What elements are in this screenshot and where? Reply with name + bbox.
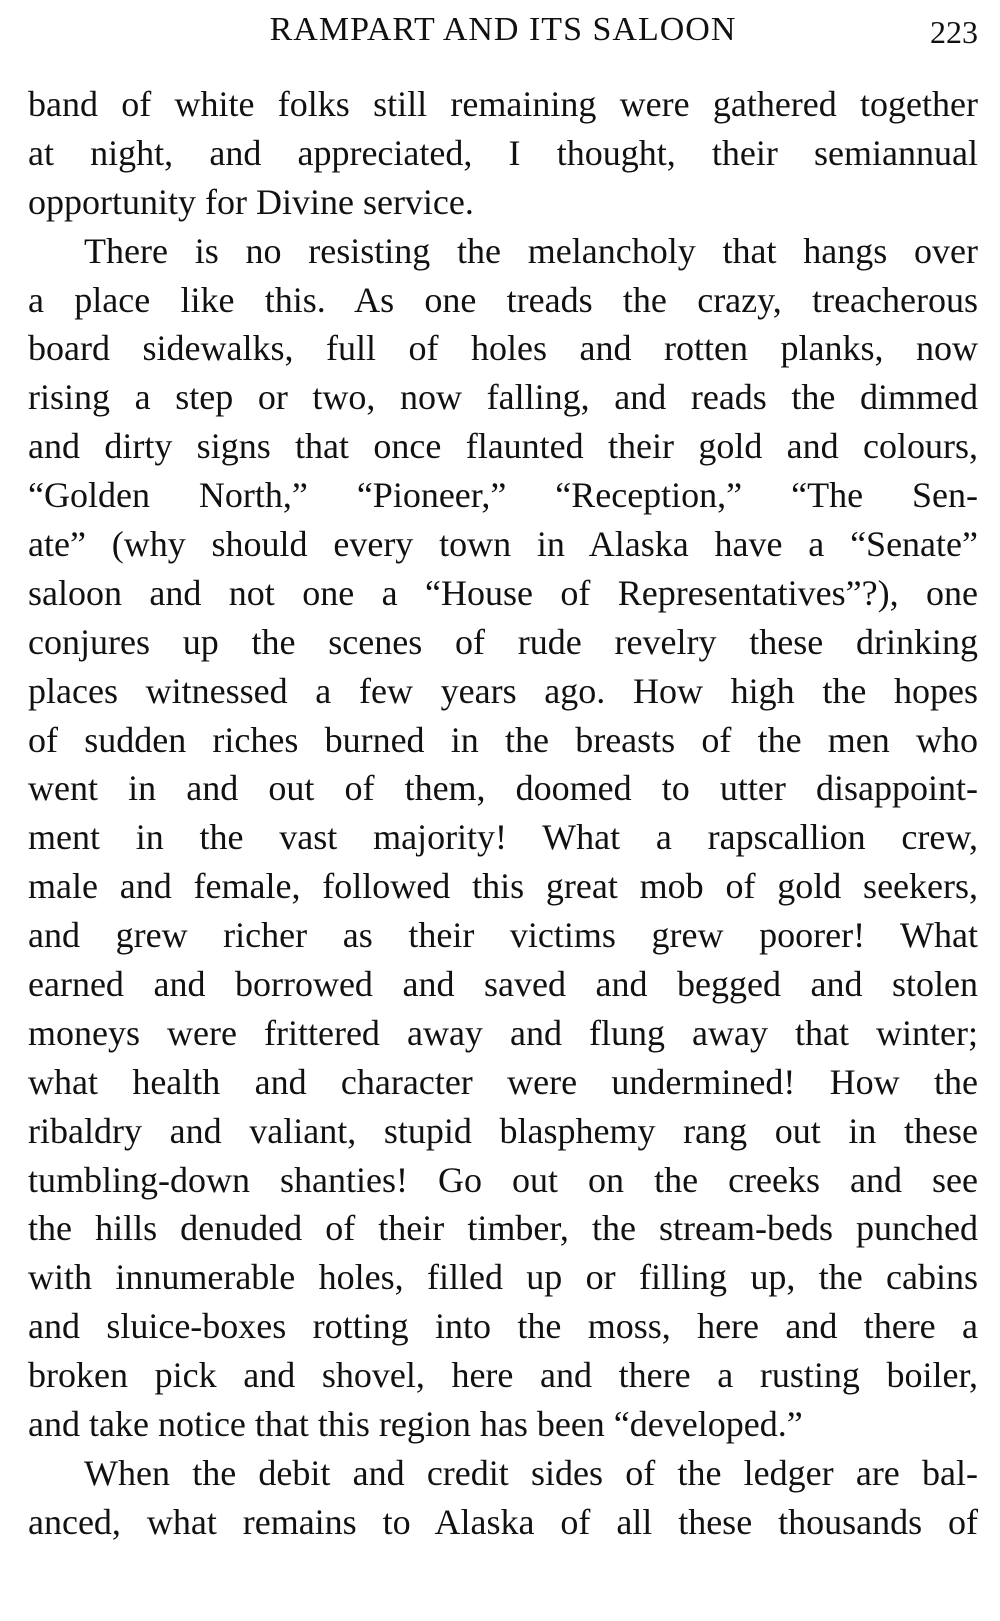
text-line: at night, and appreciated, I thought, their semiannual	[28, 132, 978, 173]
text-line: went in and out of them, doomed to utter disappoint-	[28, 768, 978, 809]
running-title: RAMPART AND ITS SALOON	[269, 11, 737, 48]
text-line: the hills denuded of their timber, the stream-beds punched	[28, 1208, 978, 1249]
text-line: band of white folks still remaining were gathered together	[28, 84, 978, 124]
text-line: tumbling-down shanties! Go out on the creeks and see	[28, 1159, 978, 1200]
page-number: 223	[930, 14, 978, 50]
text-line: earned and borrowed and saved and begged and stolen	[28, 964, 978, 1005]
text-line: ment in the vast majority! What a rapscallion crew,	[28, 817, 978, 858]
text-line: ribaldry and valiant, stupid blasphemy rang out in these	[28, 1110, 978, 1151]
text-line: rising a step or two, now falling, and reads the dimmed	[28, 377, 978, 418]
text-line: and dirty signs that once flaunted their gold and colours,	[28, 426, 978, 467]
text-line: “Golden North,” “Pioneer,” “Reception,” “The Sen-	[28, 475, 978, 516]
text-line: and grew richer as their victims grew poorer! What	[28, 915, 978, 956]
text-line: There is no resisting the melancholy that hangs over	[84, 230, 978, 271]
text-line: conjures up the scenes of rude revelry these drinking	[28, 621, 978, 662]
text-line: ate” (why should every town in Alaska have a “Senate”	[28, 524, 978, 565]
text-line: what health and character were undermined! How the	[28, 1061, 978, 1102]
text-line: and sluice-boxes rotting into the moss, here and there a	[28, 1306, 978, 1347]
running-head	[28, 4, 978, 54]
text-line: of sudden riches burned in the breasts of the men who	[28, 719, 978, 760]
text-line: a place like this. As one treads the crazy, treacherous	[28, 279, 978, 320]
body-text	[28, 80, 978, 1547]
text-line: anced, what remains to Alaska of all these thousands of	[28, 1501, 978, 1542]
text-line: saloon and not one a “House of Representatives”?), one	[28, 572, 978, 613]
text-line: board sidewalks, full of holes and rotten planks, now	[28, 328, 978, 369]
text-line: with innumerable holes, filled up or filling up, the cabins	[28, 1257, 978, 1298]
text-line: and take notice that this region has been “developed.”	[28, 1404, 803, 1445]
text-line: places witnessed a few years ago. How high the hopes	[28, 670, 978, 711]
text-line: When the debit and credit sides of the ledger are bal-	[84, 1452, 978, 1493]
text-line: moneys were frittered away and flung away that winter;	[28, 1012, 978, 1053]
text-line: broken pick and shovel, here and there a rusting boiler,	[28, 1355, 978, 1396]
text-line: opportunity for Divine service.	[28, 181, 474, 222]
text-line: male and female, followed this great mob of gold seekers,	[28, 866, 978, 907]
